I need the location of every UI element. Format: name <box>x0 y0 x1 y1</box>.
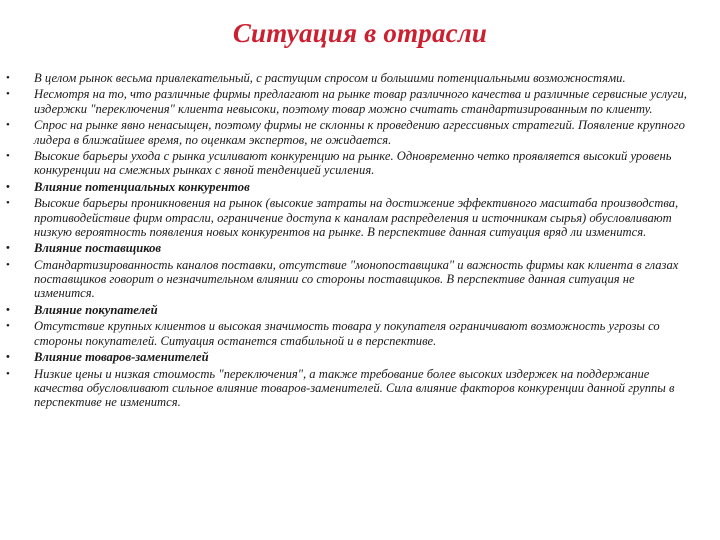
bullet-icon: • <box>6 180 10 193</box>
bullet-icon: • <box>6 351 10 364</box>
bullet-text: Влияние поставщиков <box>34 241 162 256</box>
bullet-text: Стандартизированность каналов поставки, отсутствие "монопоставщика" и важность фирмы как клиента в глазах поставщиков говорит о незначительном влиянии со стороны поставщиков. В перспективе данная ситуация не изменится. <box>34 257 679 301</box>
bullet-icon: • <box>6 88 10 101</box>
bullet-item <box>6 149 698 178</box>
section-heading <box>6 350 698 365</box>
bullet-item <box>6 319 698 348</box>
bullet-text: Высокие барьеры проникновения на рынок (высокие затраты на достижение эффективного масштаба производства, противодействие фирм отрасли, ограничение доступа к каналам распределения и источникам сырья) обусловливают низкую вероятность появления новых конкурентов на рынке. В перспективе данная ситуация вряд ли изменится. <box>34 196 679 239</box>
bullet-text: Влияние покупателей <box>34 302 158 317</box>
bullet-item <box>6 366 698 410</box>
bullet-item <box>6 87 698 116</box>
slide-title: Ситуация в отрасли <box>232 18 488 48</box>
bullet-item <box>6 71 698 85</box>
bullet-icon: • <box>6 150 10 163</box>
bullet-text: Несмотря на то, что различные фирмы предлагают на рынке товар различного качества и различные сервисные услуги, издержки "переключения" клиента невысоки, поэтому товар можно считать стандартизированным по клиенту. <box>34 87 687 116</box>
bullet-icon: • <box>6 367 10 380</box>
bullet-text: Высокие барьеры ухода с рынка усиливают конкуренцию на рынке. Одновременно четко проявляется высокий уровень конкуренции на смежных рынках с явной тенденцией усиления. <box>34 149 672 178</box>
section-heading <box>6 179 698 194</box>
bullet-icon: • <box>6 119 10 132</box>
bullet-item <box>6 118 698 147</box>
bullet-text: Влияние потенциальных конкурентов <box>34 179 250 194</box>
bullet-icon: • <box>6 197 10 210</box>
bullet-item <box>6 196 698 239</box>
bullet-text: В целом рынок весьма привлекательный, с растущим спросом и большими потенциальными возможностями. <box>34 71 626 85</box>
bullet-icon: • <box>6 303 10 316</box>
bullet-list <box>6 71 698 412</box>
bullet-icon: • <box>6 72 10 84</box>
bullet-text: Влияние товаров-заменителей <box>34 350 209 365</box>
bullet-icon: • <box>6 242 10 255</box>
bullet-item <box>6 257 698 301</box>
bullet-icon: • <box>6 320 10 333</box>
bullet-text: Низкие цены и низкая стоимость "переключения", а также требование более высоких издержек на поддержание качества обусловливают сильное влияние товаров-заменителей. Сила влияние факторов конкуренции данной группы в перспективе не изменится. <box>34 366 675 410</box>
bullet-text: Отсутствие крупных клиентов и высокая значимость товара у покупателя ограничивают возможность угрозы со стороны покупателей. Ситуация останется стабильной и в перспективе. <box>34 319 660 348</box>
bullet-icon: • <box>6 258 10 271</box>
section-heading <box>6 302 698 317</box>
section-heading <box>6 241 698 256</box>
bullet-text: Спрос на рынке явно ненасыщен, поэтому фирмы не склонны к проведению агрессивных стратегий. Появление крупного лидера в ближайшее время, по оценкам экспертов, не ожидается. <box>34 118 685 147</box>
